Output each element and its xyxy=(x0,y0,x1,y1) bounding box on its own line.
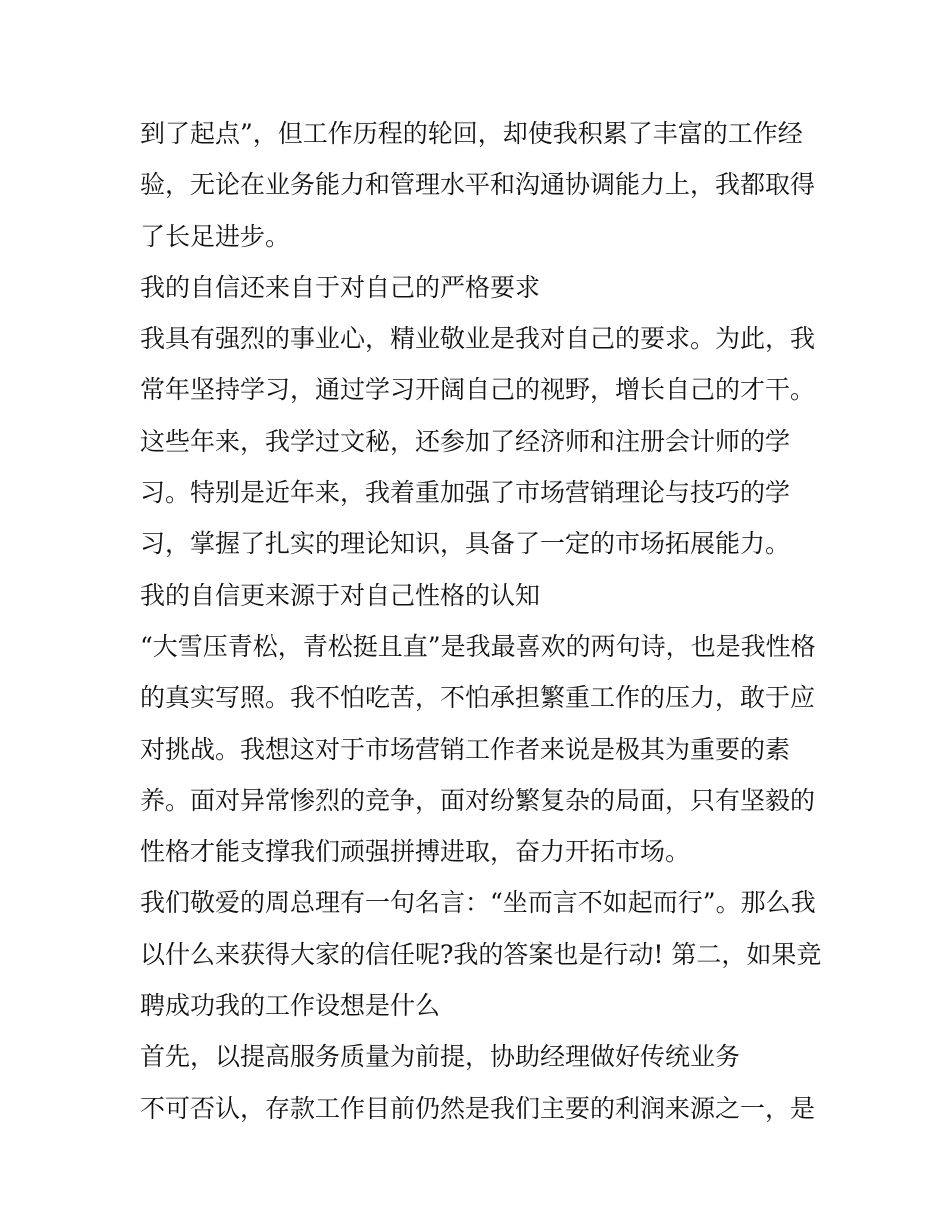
text-line: 常年坚持学习，通过学习开阔自己的视野，增长自己的才干。 xyxy=(140,375,816,405)
text-line: 养。面对异常惨烈的竞争，面对纷繁复杂的局面，只有坚毅的 xyxy=(140,785,816,815)
document-body xyxy=(140,108,820,1134)
text-line: 我们敬爱的周总理有一句名言：“坐而言不如起而行”。那么我 xyxy=(140,888,816,918)
section-heading: 我的自信更来源于对自己性格的认知 xyxy=(140,580,541,610)
text-line: 以什么来获得大家的信任呢?我的答案也是行动! 第二，如果竞 xyxy=(140,939,822,969)
text-line: 到了起点”，但工作历程的轮回，却使我积累了丰富的工作经 xyxy=(140,119,803,148)
section-heading: 首先，以提高服务质量为前提，协助经理做好传统业务 xyxy=(140,1042,741,1072)
text-line: 习，掌握了扎实的理论知识，具备了一定的市场拓展能力。 xyxy=(140,529,791,559)
text-line: 了长足进步。 xyxy=(140,221,291,251)
text-line: 我具有强烈的事业心，精业敬业是我对自己的要求。为此，我 xyxy=(140,324,816,354)
text-line: 对挑战。我想这对于市场营销工作者来说是极其为重要的素 xyxy=(140,734,791,764)
text-line: 习。特别是近年来，我着重加强了市场营销理论与技巧的学 xyxy=(140,478,791,508)
section-heading: 我的自信还来自于对自己的严格要求 xyxy=(140,272,541,302)
text-line: 聘成功我的工作设想是什么 xyxy=(140,991,441,1021)
text-line: 不可否认，存款工作目前仍然是我们主要的利润来源之一，是 xyxy=(140,1093,816,1123)
text-line: “大雪压青松，青松挺且直”是我最喜欢的两句诗，也是我性格 xyxy=(140,631,816,661)
text-line: 性格才能支撑我们顽强拼搏进取，奋力开拓市场。 xyxy=(140,837,691,867)
text-line: 验，无论在业务能力和管理水平和沟通协调能力上，我都取得 xyxy=(140,170,816,200)
text-line: 这些年来，我学过文秘，还参加了经济师和注册会计师的学 xyxy=(140,426,791,456)
text-line: 的真实写照。我不怕吃苦，不怕承担繁重工作的压力，敢于应 xyxy=(140,683,816,713)
